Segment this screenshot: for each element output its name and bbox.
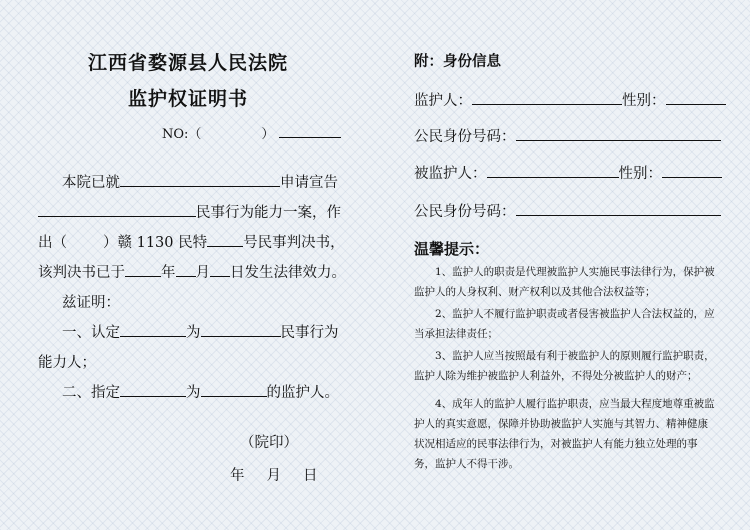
court-name: 江西省婺源县人民法院 bbox=[88, 52, 289, 74]
effective-day-blank[interactable] bbox=[210, 261, 230, 277]
item2-ward-blank[interactable] bbox=[201, 381, 267, 397]
tip-1: 1、监护人的职责是代理被监护人实施民事法律行为，保护被监护人的人身权利、财产权利以及其他合法权益等； bbox=[414, 266, 715, 298]
court-seal: （院印） bbox=[240, 435, 298, 451]
no-label: NO:（ bbox=[162, 127, 202, 142]
guardian-id-field[interactable] bbox=[516, 125, 721, 141]
ward-name-field[interactable] bbox=[487, 162, 619, 178]
item-2-line bbox=[62, 381, 339, 402]
item1-c: 民事行为 bbox=[280, 325, 339, 341]
date-day: 日 bbox=[303, 468, 318, 484]
ward-gender-field[interactable] bbox=[662, 162, 722, 178]
line3-c: 号民事判决书， bbox=[243, 235, 345, 251]
date-month: 月 bbox=[266, 468, 281, 484]
guardian-gender-label: 性别： bbox=[622, 93, 666, 109]
guardian-id-row bbox=[414, 125, 721, 146]
para-line-2 bbox=[38, 201, 341, 222]
item2-guardian-blank[interactable] bbox=[120, 381, 186, 397]
item2-a: 二、指定 bbox=[62, 385, 120, 401]
guardian-label: 监护人： bbox=[414, 93, 472, 109]
appendix-title: 附：身份信息 bbox=[414, 53, 501, 70]
guardian-row bbox=[414, 89, 726, 110]
guardian-gender-field[interactable] bbox=[666, 89, 726, 105]
line4-d: 日发生法律效力。 bbox=[230, 265, 346, 281]
guardian-name-field[interactable] bbox=[472, 89, 622, 105]
line4-a: 该判决书已于 bbox=[38, 265, 125, 281]
line1-prefix: 本院已就 bbox=[62, 175, 120, 191]
line3-a: 出（ bbox=[38, 235, 67, 251]
tip-4: 4、成年人的监护人履行监护职责，应当最大程度地尊重被监护人的真实意愿，保障并协助被监护人实施与其智力、精神健康状况相适应的民事法律行为，对被监护人有能力独立处理的事务，监护人不得干涉。 bbox=[414, 398, 715, 470]
case-number-blank[interactable] bbox=[279, 122, 341, 138]
effective-month-blank[interactable] bbox=[176, 261, 196, 277]
item2-c: 的监护人。 bbox=[266, 385, 339, 401]
case-number-line bbox=[162, 122, 341, 142]
ward-row bbox=[414, 162, 722, 183]
tip-3: 3、监护人应当按照最有利于被监护人的原则履行监护职责，监护人除为维护被监护人利益外，不得处分被监护人的财产； bbox=[414, 350, 715, 382]
item1-b: 为 bbox=[186, 325, 201, 341]
para-line-1 bbox=[62, 171, 338, 192]
item-1-line bbox=[62, 321, 339, 342]
item2-b: 为 bbox=[186, 385, 201, 401]
issue-date bbox=[230, 464, 318, 485]
line1-suffix: 申请宣告 bbox=[280, 175, 338, 191]
item1-capacity-blank[interactable] bbox=[201, 321, 281, 337]
item-1-line-2: 能力人； bbox=[38, 355, 96, 371]
ward-id-row bbox=[414, 200, 721, 221]
date-year: 年 bbox=[230, 468, 245, 484]
effective-year-blank[interactable] bbox=[125, 261, 161, 277]
line4-b: 年 bbox=[161, 265, 176, 281]
item1-person-blank[interactable] bbox=[120, 321, 186, 337]
para-line-4 bbox=[38, 261, 346, 282]
applicant-blank[interactable] bbox=[120, 171, 280, 187]
guardian-id-label: 公民身份号码： bbox=[414, 129, 516, 145]
person-blank[interactable] bbox=[38, 201, 196, 217]
hereby-certify: 兹证明： bbox=[62, 295, 120, 311]
line4-c: 月 bbox=[195, 265, 210, 281]
ward-label: 被监护人： bbox=[414, 166, 487, 182]
tips-title: 温馨提示： bbox=[414, 240, 490, 258]
line3-b: ）赣 1130 民特 bbox=[103, 235, 208, 251]
item1-a: 一、认定 bbox=[62, 325, 120, 341]
para-line-3 bbox=[38, 231, 345, 252]
ward-id-label: 公民身份号码： bbox=[414, 204, 516, 220]
document-title: 监护权证明书 bbox=[128, 88, 249, 110]
judgment-no-blank[interactable] bbox=[207, 231, 243, 247]
no-close: ） bbox=[261, 127, 275, 142]
ward-gender-label: 性别： bbox=[618, 166, 662, 182]
tip-2: 2、监护人不履行监护职责或者侵害被监护人合法权益的，应当承担法律责任； bbox=[414, 308, 715, 340]
ward-id-field[interactable] bbox=[516, 200, 721, 216]
line2-suffix: 民事行为能力一案，作 bbox=[196, 205, 341, 221]
